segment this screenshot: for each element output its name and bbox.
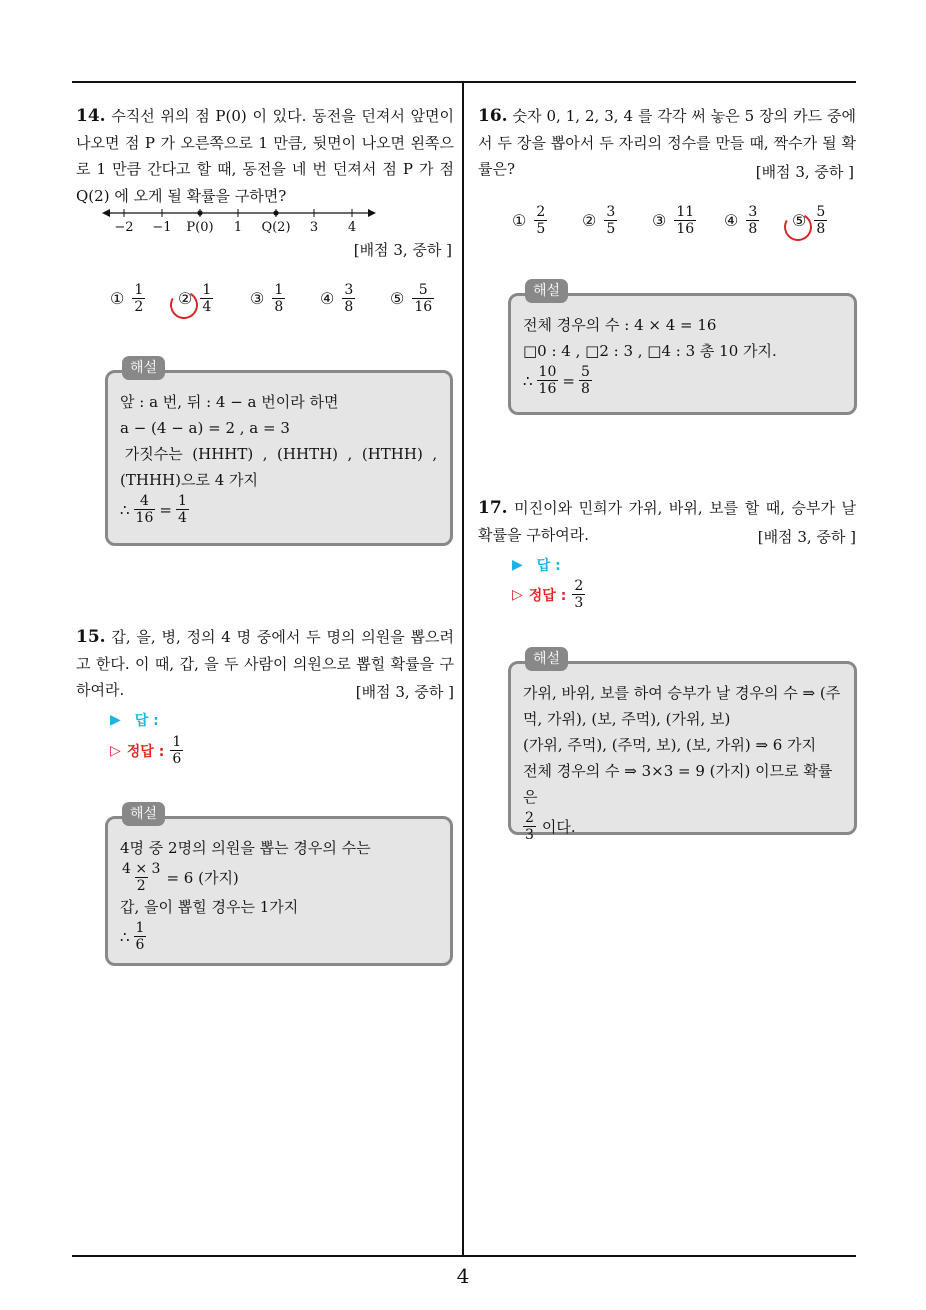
selected-mark-icon [781, 210, 815, 244]
q15-explanation: 해설 4명 중 2명의 의원을 뽑는 경우의 수는 $\frac{4 \times 3}{2}$ = 6 (가지) 갑, 을이 뽑힐 경우는 1가지 ∴ $\frac{1}{6}$ [105, 816, 453, 966]
question-17: 17. 미진이와 민희가 가위, 바위, 보를 할 때, 승부가 날 확률을 구하여라. [478, 498, 856, 544]
play-outline-icon: ▷ [512, 586, 523, 603]
choice-1[interactable]: ① $\frac{1}{2}$ [110, 282, 144, 315]
question-text: 15. 갑, 을, 병, 정의 4 명 중에서 두 명의 의원을 뽑으려고 한다. 이 때, 갑, 을 두 사람이 의원으로 뽑힐 확률을 구하여라. [76, 627, 454, 699]
explanation-tag: 해설 [122, 356, 165, 380]
play-icon: ▶ [512, 557, 523, 573]
number-line-label: Q(2) [261, 220, 291, 235]
q16-explanation: 해설 전체 경우의 수 : 4 × 4 = 16 □0 : 4 , □2 : 3 , □4 : 3 총 10 가지. ∴ $\frac{10}{16}$ = $\frac{5}{8}$ [508, 293, 857, 415]
play-icon: ▶ [110, 712, 121, 728]
q15-correct-row: ▷ 정답 : $\frac{1}{6}$ [110, 734, 182, 767]
top-rule [72, 81, 856, 83]
choice-4[interactable]: ④ $\frac{3}{8}$ [724, 204, 758, 237]
q14-meta: [배점 3, 중하 ] [353, 241, 452, 259]
question-16: 16. 숫자 0, 1, 2, 3, 4 를 각각 써 놓은 5 장의 카드 중에서 두 장을 뽑아서 두 자리의 정수를 만들 때, 짝수가 될 확률은? [478, 106, 856, 178]
number-line-point [273, 210, 278, 215]
question-14 [76, 103, 454, 209]
q17-correct-row: ▷ 정답 : $\frac{2}{3}$ [512, 578, 584, 611]
choice-1[interactable]: ① $\frac{2}{5}$ [512, 204, 546, 237]
choice-5[interactable]: ⑤ $\frac{5}{8}$ [792, 204, 827, 237]
number-line-label: P(0) [186, 220, 214, 235]
number-line-label: 3 [309, 220, 319, 235]
number-line-point [197, 210, 202, 215]
q15-answer-row: ▶ 답 : [110, 712, 159, 729]
bottom-rule [72, 1255, 856, 1257]
q16-choices [512, 204, 852, 244]
q17-answer-row: ▶ 답 : [512, 557, 561, 574]
q17-explanation: 해설 가위, 바위, 보를 하여 승부가 날 경우의 수 ⇒ (주 먹, 가위), (보, 주먹), (가위, 보) (가위, 주먹), (주먹, 보), (보, 가위) ⇒ 6 가지 전체 경우의 수 ⇒ 3×3 = 9 (가지) 이므로 확률은 $\frac{2}{3}$ 이다. [508, 661, 857, 835]
choice-3[interactable]: ③ $\frac{1}{8}$ [250, 282, 284, 315]
question-text: 14. 수직선 위의 점 P(0) 이 있다. 동전을 던져서 앞면이 나오면 점 P 가 오른쪽으로 1 만큼, 뒷면이 나오면 왼쪽으로 1 만큼 간다고 할 때, 동전을 네 번 던져서 점 P 가 점 Q(2) 에 오게 될 확률을 구하면? [76, 106, 454, 205]
question-number: 14. [76, 106, 106, 126]
number-line-label: 1 [233, 220, 243, 235]
number-line-label: 4 [347, 220, 357, 235]
play-outline-icon: ▷ [110, 742, 121, 759]
choice-4[interactable]: ④ $\frac{3}{8}$ [320, 282, 354, 315]
q16-meta: [배점 3, 중하 ] [755, 163, 854, 181]
number-line-label: −1 [152, 220, 172, 235]
q15-meta: [배점 3, 중하 ] [355, 683, 454, 701]
page-number: 4 [456, 1264, 470, 1288]
q14-explanation: 해설 앞 : a 번, 뒤 : 4 − a 번이라 하면 a − (4 − a) = 2 , a = 3 가짓수는 (HHHT) , (HHTH) , (HTHH) , (THHH)으로 4 가지 ∴ $\frac{4}{16}$ = $\frac{1}{4}$ [105, 370, 453, 546]
choice-5[interactable]: ⑤ $\frac{5}{16}$ [390, 282, 433, 315]
choice-2[interactable]: ② $\frac{1}{4}$ [178, 282, 213, 315]
q17-meta: [배점 3, 중하 ] [757, 528, 856, 546]
number-line-label: −2 [114, 220, 134, 235]
column-divider [462, 82, 464, 1257]
choice-3[interactable]: ③ $\frac{11}{16}$ [652, 204, 695, 237]
choice-2[interactable]: ② $\frac{3}{5}$ [582, 204, 616, 237]
q14-choices [110, 282, 460, 322]
selected-mark-icon [167, 288, 201, 322]
